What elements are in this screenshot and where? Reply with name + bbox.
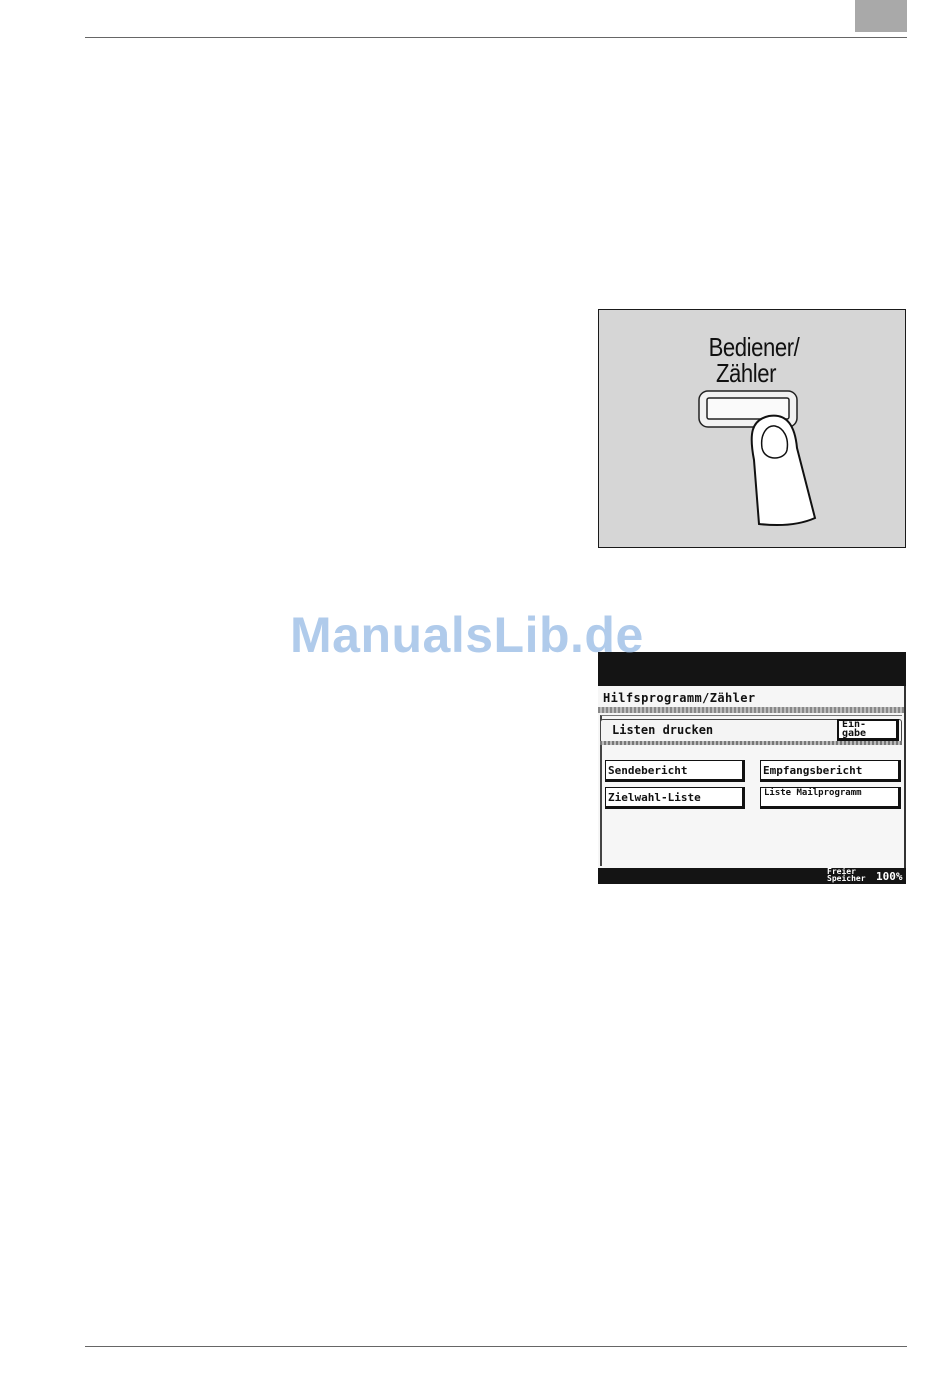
panel-title: Hilfsprogramm/Zähler (603, 691, 756, 705)
panel-status-bar (598, 868, 906, 884)
touch-panel-screenshot (598, 652, 906, 884)
send-report-button[interactable] (605, 760, 745, 782)
receive-report-button[interactable] (760, 760, 901, 782)
page-corner-tab (855, 0, 907, 32)
mail-program-list-button[interactable] (760, 787, 901, 809)
title-divider (598, 707, 904, 713)
mail-program-list-label: Liste Mailprogramm (764, 788, 862, 798)
enter-button-label: Ein- gabe (842, 719, 867, 739)
key-label-line1: Bediener/ (708, 332, 800, 362)
free-memory-label: Freier Speicher (827, 867, 866, 883)
enter-button[interactable] (837, 719, 899, 741)
panel-screen (598, 686, 906, 868)
key-label-line2: Zähler (715, 358, 777, 388)
tab-divider (600, 741, 902, 745)
header-rule (85, 37, 907, 38)
key-press-figure (598, 309, 906, 548)
send-report-label: Sendebericht (608, 764, 688, 777)
tab-label: Listen drucken (612, 723, 714, 737)
speed-dial-list-button[interactable] (605, 787, 745, 809)
speed-dial-list-label: Zielwahl-Liste (608, 791, 701, 804)
footer-rule (85, 1346, 907, 1347)
receive-report-label: Empfangsbericht (763, 764, 863, 777)
watermark-text: ManualsLib.de (290, 607, 644, 663)
panel-top-bar (598, 652, 906, 686)
finger-pressing-key-icon (599, 310, 905, 547)
free-memory-value: 100% (876, 870, 903, 883)
